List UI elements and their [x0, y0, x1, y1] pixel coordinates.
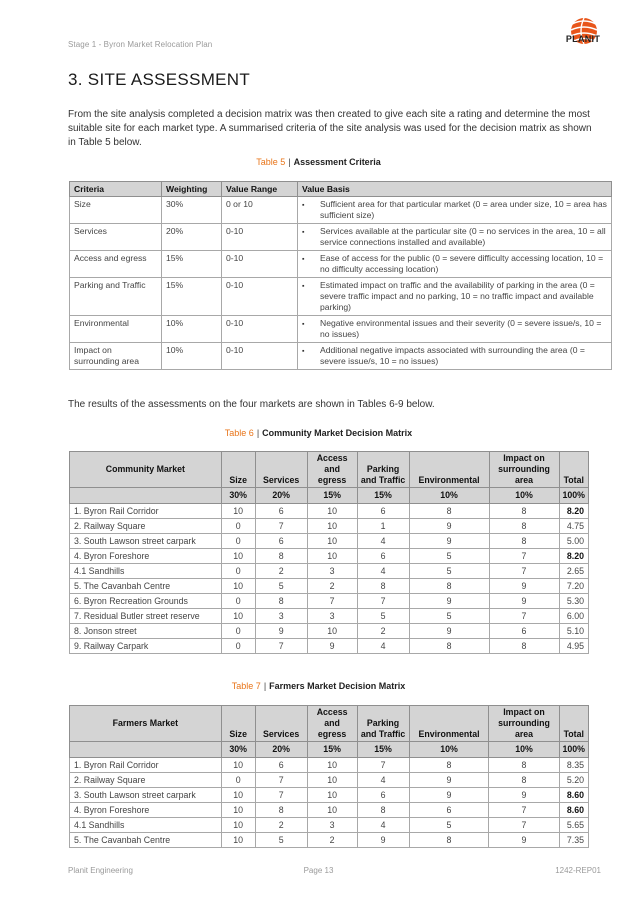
weight-cell: 10% [489, 742, 559, 758]
size-score: 0 [221, 519, 255, 534]
basis-text: Negative environmental issues and their severity (0 = severe issue/s, 10 = no issues) [320, 318, 602, 339]
site-row [70, 803, 589, 818]
access-score: 10 [307, 534, 357, 549]
range-cell: 0 or 10 [222, 197, 298, 224]
market-label: Community Market [70, 452, 222, 488]
parking-score: 8 [357, 803, 409, 818]
weighting-cell: 15% [162, 278, 222, 316]
access-score: 3 [307, 818, 357, 833]
size-score: 0 [221, 564, 255, 579]
bullet-icon: ▪ [302, 348, 305, 355]
parking-score: 2 [357, 624, 409, 639]
environmental-score: 9 [409, 519, 489, 534]
total-score: 8.35 [559, 758, 589, 773]
site-row [70, 564, 589, 579]
col-criteria: Criteria [70, 182, 162, 197]
services-score: 6 [255, 504, 307, 519]
site-name: 3. South Lawson street carpark [70, 788, 222, 803]
total-score: 8.20 [559, 549, 589, 564]
access-score: 7 [307, 594, 357, 609]
col-access: Access and egress [307, 706, 357, 742]
size-score: 0 [221, 624, 255, 639]
col-weighting: Weighting [162, 182, 222, 197]
site-row [70, 624, 589, 639]
parking-score: 4 [357, 818, 409, 833]
environmental-score: 8 [409, 579, 489, 594]
parking-score: 7 [357, 594, 409, 609]
impact-score: 6 [489, 624, 559, 639]
parking-score: 9 [357, 833, 409, 848]
environmental-score: 9 [409, 534, 489, 549]
total-score: 7.35 [559, 833, 589, 848]
access-score: 2 [307, 833, 357, 848]
services-score: 7 [255, 788, 307, 803]
table7-caption: Table 7 | Farmers Market Decision Matrix [231, 681, 406, 691]
criteria-cell: Access and egress [70, 251, 162, 278]
services-score: 6 [255, 758, 307, 773]
services-score: 3 [255, 609, 307, 624]
site-name: 8. Jonson street [70, 624, 222, 639]
footer-company: Planit Engineering [68, 866, 133, 875]
size-score: 10 [221, 833, 255, 848]
site-row [70, 639, 589, 654]
impact-score: 7 [489, 818, 559, 833]
farmers-market-matrix [69, 705, 589, 848]
basis-text: Services available at the particular site (0 = no services in the area, 10 = all service connections installed and available) [320, 226, 606, 247]
size-score: 10 [221, 549, 255, 564]
site-row [70, 579, 589, 594]
size-score: 0 [221, 534, 255, 549]
range-cell: 0-10 [222, 343, 298, 370]
col-environmental: Environmental [409, 706, 489, 742]
basis-cell [298, 251, 612, 278]
impact-score: 9 [489, 833, 559, 848]
table5-caption-title: Assessment Criteria [293, 157, 381, 167]
access-score: 3 [307, 564, 357, 579]
impact-score: 8 [489, 773, 559, 788]
parking-score: 6 [357, 549, 409, 564]
environmental-score: 9 [409, 788, 489, 803]
site-name: 5. The Cavanbah Centre [70, 833, 222, 848]
site-name: 4.1 Sandhills [70, 818, 222, 833]
site-row [70, 594, 589, 609]
services-score: 8 [255, 803, 307, 818]
impact-score: 9 [489, 788, 559, 803]
criteria-row [70, 251, 612, 278]
weight-cell: 15% [357, 488, 409, 504]
table7-caption-number: Table 7 [231, 681, 261, 691]
access-score: 10 [307, 773, 357, 788]
impact-score: 8 [489, 519, 559, 534]
site-name: 7. Residual Butler street reserve [70, 609, 222, 624]
criteria-cell: Environmental [70, 316, 162, 343]
weighting-cell: 30% [162, 197, 222, 224]
total-score: 6.00 [559, 609, 589, 624]
access-score: 3 [307, 609, 357, 624]
site-row [70, 504, 589, 519]
access-score: 10 [307, 549, 357, 564]
site-name: 3. South Lawson street carpark [70, 534, 222, 549]
section-title: 3. SITE ASSESSMENT [68, 70, 251, 89]
size-score: 10 [221, 758, 255, 773]
total-score: 5.10 [559, 624, 589, 639]
col-services: Services [255, 452, 307, 488]
impact-score: 7 [489, 803, 559, 818]
criteria-row [70, 197, 612, 224]
access-score: 10 [307, 788, 357, 803]
weight-cell: 30% [221, 742, 255, 758]
total-score: 8.60 [559, 788, 589, 803]
basis-cell [298, 278, 612, 316]
basis-cell [298, 316, 612, 343]
site-name: 6. Byron Recreation Grounds [70, 594, 222, 609]
basis-text: Estimated impact on traffic and the availability of parking in the area (0 = severe traffic impact and no parking, 10 = no traffic impact and available parking) [320, 280, 595, 312]
col-environmental: Environmental [409, 452, 489, 488]
col-parking: Parking and Traffic [357, 706, 409, 742]
criteria-cell: Impact on surrounding area [70, 343, 162, 370]
size-score: 10 [221, 579, 255, 594]
community-market-matrix [69, 451, 589, 654]
planit-logo-text: PLANIT [565, 34, 601, 44]
site-row [70, 818, 589, 833]
site-row [70, 609, 589, 624]
weight-cell: 20% [255, 742, 307, 758]
range-cell: 0-10 [222, 316, 298, 343]
table6-caption-title: Community Market Decision Matrix [262, 428, 413, 438]
basis-text: Ease of access for the public (0 = severe difficulty accessing location, 10 = no difficulty accessing location) [320, 253, 604, 274]
bullet-icon: ▪ [302, 202, 305, 209]
col-impact: Impact on surrounding area [489, 706, 559, 742]
weight-cell: 10% [409, 742, 489, 758]
parking-score: 4 [357, 639, 409, 654]
impact-score: 7 [489, 549, 559, 564]
bullet-icon: ▪ [302, 283, 305, 290]
weight-cell: 100% [559, 488, 589, 504]
access-score: 10 [307, 504, 357, 519]
site-row [70, 833, 589, 848]
services-score: 2 [255, 564, 307, 579]
parking-score: 7 [357, 758, 409, 773]
weight-cell: 10% [409, 488, 489, 504]
environmental-score: 9 [409, 773, 489, 788]
environmental-score: 5 [409, 564, 489, 579]
weighting-cell: 10% [162, 316, 222, 343]
footer-doc-ref: 1242-REP01 [555, 866, 601, 875]
weighting-cell: 10% [162, 343, 222, 370]
col-access: Access and egress [307, 452, 357, 488]
site-row [70, 534, 589, 549]
footer-page-number: Page 13 [303, 866, 334, 875]
services-score: 5 [255, 579, 307, 594]
total-score: 5.30 [559, 594, 589, 609]
size-score: 0 [221, 594, 255, 609]
site-name: 4. Byron Foreshore [70, 549, 222, 564]
services-score: 7 [255, 639, 307, 654]
weight-cell: 100% [559, 742, 589, 758]
impact-score: 9 [489, 579, 559, 594]
environmental-score: 8 [409, 833, 489, 848]
assessment-criteria-table [69, 181, 612, 370]
weight-cell: 15% [307, 742, 357, 758]
total-score: 4.75 [559, 519, 589, 534]
impact-score: 9 [489, 594, 559, 609]
criteria-cell: Services [70, 224, 162, 251]
site-name: 2. Railway Square [70, 773, 222, 788]
parking-score: 5 [357, 609, 409, 624]
impact-score: 7 [489, 564, 559, 579]
environmental-score: 8 [409, 758, 489, 773]
total-score: 8.20 [559, 504, 589, 519]
services-score: 8 [255, 594, 307, 609]
impact-score: 8 [489, 504, 559, 519]
intro-paragraph: From the site analysis completed a decision matrix was then created to give each site a rating and determine the most suitable site for each market type. A summarised criteria of the site analysis was used for the decision matrix as shown in Table 5 below. [68, 109, 592, 148]
parking-score: 8 [357, 579, 409, 594]
weight-cell: 30% [221, 488, 255, 504]
total-score: 5.00 [559, 534, 589, 549]
parking-score: 4 [357, 564, 409, 579]
impact-score: 7 [489, 609, 559, 624]
site-row [70, 549, 589, 564]
col-total: Total [559, 452, 589, 488]
total-score: 5.20 [559, 773, 589, 788]
col-total: Total [559, 706, 589, 742]
weight-blank [70, 488, 222, 504]
services-score: 5 [255, 833, 307, 848]
weight-cell: 15% [307, 488, 357, 504]
market-label: Farmers Market [70, 706, 222, 742]
weight-cell: 20% [255, 488, 307, 504]
weight-cell: 15% [357, 742, 409, 758]
criteria-row [70, 224, 612, 251]
services-score: 7 [255, 519, 307, 534]
table6-caption-number: Table 6 [224, 428, 254, 438]
site-name: 1. Byron Rail Corridor [70, 504, 222, 519]
weighting-cell: 20% [162, 224, 222, 251]
weighting-cell: 15% [162, 251, 222, 278]
criteria-cell: Size [70, 197, 162, 224]
col-services: Services [255, 706, 307, 742]
table5-caption: Table 5 | Assessment Criteria [256, 157, 381, 167]
environmental-score: 8 [409, 504, 489, 519]
impact-score: 8 [489, 534, 559, 549]
environmental-score: 6 [409, 803, 489, 818]
site-row [70, 758, 589, 773]
environmental-score: 9 [409, 594, 489, 609]
size-score: 10 [221, 788, 255, 803]
col-size: Size [221, 706, 255, 742]
size-score: 10 [221, 803, 255, 818]
size-score: 0 [221, 639, 255, 654]
services-score: 2 [255, 818, 307, 833]
site-name: 9. Railway Carpark [70, 639, 222, 654]
col-value-range: Value Range [222, 182, 298, 197]
size-score: 0 [221, 773, 255, 788]
table7-caption-title: Farmers Market Decision Matrix [269, 681, 406, 691]
services-score: 7 [255, 773, 307, 788]
access-score: 10 [307, 624, 357, 639]
site-name: 4.1 Sandhills [70, 564, 222, 579]
parking-score: 4 [357, 773, 409, 788]
access-score: 10 [307, 758, 357, 773]
criteria-row [70, 278, 612, 316]
site-name: 1. Byron Rail Corridor [70, 758, 222, 773]
total-score: 5.65 [559, 818, 589, 833]
environmental-score: 8 [409, 639, 489, 654]
table6-caption: Table 6 | Community Market Decision Matrix [224, 428, 413, 438]
access-score: 10 [307, 803, 357, 818]
range-cell: 0-10 [222, 278, 298, 316]
access-score: 10 [307, 519, 357, 534]
size-score: 10 [221, 818, 255, 833]
parking-score: 4 [357, 534, 409, 549]
services-score: 6 [255, 534, 307, 549]
site-name: 2. Railway Square [70, 519, 222, 534]
site-row [70, 788, 589, 803]
total-score: 7.20 [559, 579, 589, 594]
results-paragraph: The results of the assessments on the four markets are shown in Tables 6-9 below. [68, 399, 435, 410]
planit-globe-icon [556, 14, 612, 50]
basis-cell [298, 343, 612, 370]
bullet-icon: ▪ [302, 256, 305, 263]
col-impact: Impact on surrounding area [489, 452, 559, 488]
parking-score: 6 [357, 504, 409, 519]
impact-score: 8 [489, 639, 559, 654]
services-score: 9 [255, 624, 307, 639]
range-cell: 0-10 [222, 224, 298, 251]
environmental-score: 5 [409, 818, 489, 833]
bullet-icon: ▪ [302, 229, 305, 236]
basis-text: Additional negative impacts associated with surrounding the area (0 = severe issue/s, 10 = no issues) [320, 345, 585, 366]
range-cell: 0-10 [222, 251, 298, 278]
col-parking: Parking and Traffic [357, 452, 409, 488]
site-row [70, 519, 589, 534]
col-size: Size [221, 452, 255, 488]
impact-score: 8 [489, 758, 559, 773]
running-header: Stage 1 - Byron Market Relocation Plan [68, 40, 213, 49]
parking-score: 6 [357, 788, 409, 803]
col-value-basis: Value Basis [298, 182, 612, 197]
environmental-score: 9 [409, 624, 489, 639]
criteria-cell: Parking and Traffic [70, 278, 162, 316]
site-name: 5. The Cavanbah Centre [70, 579, 222, 594]
site-row [70, 773, 589, 788]
basis-cell [298, 197, 612, 224]
total-score: 2.65 [559, 564, 589, 579]
weight-cell: 10% [489, 488, 559, 504]
environmental-score: 5 [409, 549, 489, 564]
weight-blank [70, 742, 222, 758]
access-score: 9 [307, 639, 357, 654]
table5-caption-number: Table 5 [256, 157, 286, 167]
access-score: 2 [307, 579, 357, 594]
environmental-score: 5 [409, 609, 489, 624]
services-score: 8 [255, 549, 307, 564]
criteria-row [70, 343, 612, 370]
basis-cell [298, 224, 612, 251]
basis-text: Sufficient area for that particular market (0 = area under size, 10 = area has sufficient size) [320, 199, 607, 220]
bullet-icon: ▪ [302, 321, 305, 328]
criteria-row [70, 316, 612, 343]
total-score: 8.60 [559, 803, 589, 818]
size-score: 10 [221, 504, 255, 519]
site-name: 4. Byron Foreshore [70, 803, 222, 818]
total-score: 4.95 [559, 639, 589, 654]
size-score: 10 [221, 609, 255, 624]
parking-score: 1 [357, 519, 409, 534]
